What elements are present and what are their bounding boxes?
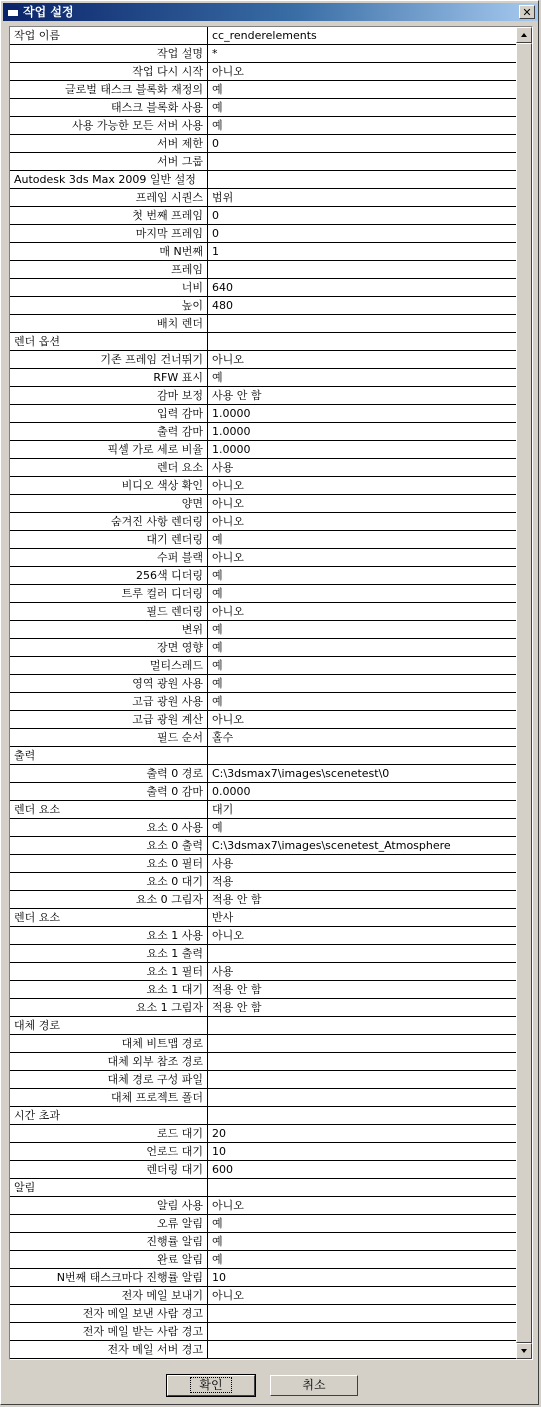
property-value[interactable] [208,747,516,764]
property-label: 감마 보정 [10,387,208,404]
property-row[interactable] [10,729,516,747]
property-row[interactable] [10,1269,516,1287]
property-label: 서버 제한 [10,135,208,152]
property-value[interactable]: 예 [212,371,223,384]
property-label: 요소 1 대기 [10,981,208,998]
close-button[interactable]: ✕ [519,5,535,19]
property-label: 필드 렌더링 [10,603,208,620]
property-row[interactable] [10,873,516,891]
property-row[interactable] [10,765,516,783]
property-label: 태스크 블록화 사용 [10,99,208,116]
property-row[interactable] [10,423,516,441]
property-value[interactable]: 사용 안 함 [212,389,262,402]
property-row[interactable] [10,603,516,621]
property-value[interactable]: 0 [212,209,219,222]
property-value[interactable]: 홀수 [212,731,234,744]
property-row[interactable] [10,117,516,135]
property-value[interactable]: 예 [212,1217,223,1230]
property-value[interactable] [208,1341,516,1358]
property-label: 로드 대기 [10,1125,208,1142]
property-row[interactable] [10,1125,516,1143]
property-label: 글로벌 태스크 블록화 재정의 [10,81,208,98]
property-value[interactable]: 예 [212,821,223,834]
property-label: 첫 번째 프레임 [10,207,208,224]
property-label: 요소 1 필터 [10,963,208,980]
property-label: 요소 0 그림자 [10,891,208,908]
property-value[interactable]: 예 [212,101,223,114]
property-value[interactable]: C:\3dsmax7\images\scenetest\0 [212,767,390,780]
property-label: 시간 초과 [10,1107,208,1124]
property-value[interactable]: cc_renderelements [212,29,317,42]
property-row[interactable] [10,405,516,423]
property-row[interactable] [10,63,516,81]
property-row[interactable] [10,999,516,1017]
property-value[interactable]: 0.0000 [212,785,251,798]
property-value[interactable]: 1.0000 [212,425,251,438]
property-value[interactable]: 예 [212,119,223,132]
property-value[interactable]: 480 [212,299,233,312]
property-label: 작업 다시 시작 [10,63,208,80]
property-value[interactable]: 사용 [212,857,234,870]
title-bar[interactable] [3,3,538,21]
property-value[interactable]: 반사 [212,911,234,924]
property-row[interactable] [10,621,516,639]
property-label: 렌더링 대기 [10,1161,208,1178]
property-value[interactable]: 600 [212,1163,233,1176]
property-value[interactable]: 예 [212,641,223,654]
property-row[interactable] [10,81,516,99]
property-label: 전자 메일 받는 사람 경고 [10,1323,208,1340]
property-label: 필드 순서 [10,729,208,746]
property-label: 고급 광원 사용 [10,693,208,710]
property-label: 출력 0 감마 [10,783,208,800]
property-value[interactable]: 예 [212,695,223,708]
property-label: 256색 디더링 [10,567,208,584]
property-value[interactable]: * [212,47,218,60]
property-value[interactable] [208,1071,516,1088]
property-row[interactable] [10,1035,516,1053]
property-label: 작업 설명 [10,45,208,62]
property-row[interactable] [10,1323,516,1341]
property-row[interactable] [10,207,516,225]
property-row[interactable] [10,477,516,495]
property-value[interactable] [208,1323,516,1340]
property-row[interactable] [10,1197,516,1215]
property-rows [10,27,516,1359]
property-row[interactable] [10,819,516,837]
property-row[interactable] [10,495,516,513]
property-label: 대체 경로 구성 파일 [10,1071,208,1088]
property-value[interactable]: 예 [212,569,223,582]
property-label: 요소 0 필터 [10,855,208,872]
property-row[interactable] [10,891,516,909]
property-row[interactable] [10,693,516,711]
section-row[interactable] [10,27,516,45]
section-row[interactable] [10,171,516,189]
section-row[interactable] [10,333,516,351]
property-row[interactable] [10,261,516,279]
property-value[interactable]: 예 [212,1253,223,1266]
property-value[interactable] [208,945,516,962]
property-label: 렌더 요소 [10,801,208,818]
property-value[interactable]: 0 [212,227,219,240]
property-label: 멀티스레드 [10,657,208,674]
property-label: 전자 메일 보내기 [10,1287,208,1304]
property-label: 언로드 대기 [10,1143,208,1160]
property-value[interactable]: 예 [212,659,223,672]
property-row[interactable] [10,225,516,243]
property-label: 진행률 알림 [10,1233,208,1250]
property-row[interactable] [10,585,516,603]
property-value[interactable] [208,171,516,188]
property-value[interactable]: 640 [212,281,233,294]
property-label: 픽셀 가로 세로 비율 [10,441,208,458]
property-row[interactable] [10,441,516,459]
property-value[interactable]: 대기 [212,803,234,816]
property-value[interactable]: 1 [212,245,219,258]
property-row[interactable] [10,315,516,333]
arrow-down-icon [521,1349,527,1353]
property-row[interactable] [10,549,516,567]
property-label: 출력 [10,747,208,764]
property-label: 마지막 프레임 [10,225,208,242]
property-value[interactable] [208,1305,516,1322]
property-label: 높이 [10,297,208,314]
section-row[interactable] [10,1179,516,1197]
property-value[interactable]: 아니오 [212,497,244,510]
property-value[interactable]: 아니오 [212,353,244,366]
property-value[interactable]: 아니오 [212,1199,244,1212]
property-label: 수퍼 블랙 [10,549,208,566]
property-label: 출력 0 경로 [10,765,208,782]
property-row[interactable] [10,1071,516,1089]
property-value[interactable]: 10 [212,1271,226,1284]
property-label: 비디오 색상 확인 [10,477,208,494]
property-label: 대기 렌더링 [10,531,208,548]
property-label: 작업 이름 [10,27,208,44]
property-value[interactable] [208,1053,516,1070]
property-value[interactable]: 예 [212,533,223,546]
property-value[interactable] [208,1089,516,1106]
window-title: 작업 설정 [23,5,74,19]
ok-button[interactable] [167,1375,255,1396]
property-row[interactable] [10,1161,516,1179]
property-label: 렌더 옵션 [10,333,208,350]
property-row[interactable] [10,855,516,873]
property-row[interactable] [10,369,516,387]
property-value[interactable]: 예 [212,623,223,636]
property-row[interactable] [10,351,516,369]
section-row[interactable] [10,1107,516,1125]
property-row[interactable] [10,945,516,963]
property-label: 대체 프로젝트 폴더 [10,1089,208,1106]
property-label: 배치 렌더 [10,315,208,332]
property-row[interactable] [10,963,516,981]
property-label: 영역 광원 사용 [10,675,208,692]
property-row[interactable] [10,531,516,549]
property-value[interactable]: 0 [212,137,219,150]
scroll-up-button[interactable] [516,27,532,43]
property-row[interactable] [10,927,516,945]
property-value[interactable]: 적용 안 함 [212,893,262,906]
property-label: 요소 1 사용 [10,927,208,944]
scroll-down-button[interactable] [516,1343,532,1359]
property-value[interactable] [208,261,516,278]
window-icon [7,6,19,17]
property-value[interactable]: 예 [212,83,223,96]
scrollbar-thumb[interactable] [516,43,532,1343]
property-label: 입력 감마 [10,405,208,422]
property-label: 숨겨진 사항 렌더링 [10,513,208,530]
property-row[interactable] [10,1287,516,1305]
property-label: 출력 감마 [10,423,208,440]
property-label: 렌더 요소 [10,459,208,476]
property-row[interactable] [10,297,516,315]
property-value[interactable]: 적용 안 함 [212,983,262,996]
property-label: 대체 비트맵 경로 [10,1035,208,1052]
property-row[interactable] [10,981,516,999]
property-row[interactable] [10,45,516,63]
property-row[interactable] [10,279,516,297]
property-value[interactable]: 적용 안 함 [212,1001,262,1014]
property-label: 장면 영향 [10,639,208,656]
section-row[interactable] [10,801,516,819]
property-value[interactable]: 1.0000 [212,407,251,420]
property-value[interactable]: C:\3dsmax7\images\scenetest_Atmosphere [212,839,451,852]
property-row[interactable] [10,135,516,153]
property-row[interactable] [10,639,516,657]
property-label: 알림 [10,1179,208,1196]
property-row[interactable] [10,189,516,207]
property-row[interactable] [10,153,516,171]
property-value[interactable] [208,333,516,350]
cancel-button[interactable]: 취소 [270,1375,358,1396]
property-label: 완료 알림 [10,1251,208,1268]
property-grid [9,26,533,1360]
property-value[interactable]: 예 [212,677,223,690]
property-value[interactable]: 아니오 [212,551,244,564]
property-label: 전자 메일 서버 경고 [10,1341,208,1358]
property-label: 알림 사용 [10,1197,208,1214]
property-row[interactable] [10,243,516,261]
property-value[interactable]: 아니오 [212,65,244,78]
property-value[interactable] [208,1107,516,1124]
property-label: 너비 [10,279,208,296]
property-value[interactable]: 사용 [212,965,234,978]
property-value[interactable] [208,1035,516,1052]
property-row[interactable] [10,657,516,675]
property-label: 매 N번째 [10,243,208,260]
property-label: 기존 프레임 건너뛰기 [10,351,208,368]
property-label: 렌더 요소 [10,909,208,926]
property-row[interactable] [10,837,516,855]
property-label: 사용 가능한 모든 서버 사용 [10,117,208,134]
section-row[interactable] [10,747,516,765]
property-row[interactable] [10,783,516,801]
property-value[interactable]: 범위 [212,191,234,204]
property-label: 프레임 [10,261,208,278]
property-row[interactable] [10,1215,516,1233]
property-row[interactable] [10,1233,516,1251]
property-label: RFW 표시 [10,369,208,386]
property-row[interactable] [10,387,516,405]
property-label: 요소 1 그림자 [10,999,208,1016]
property-value[interactable] [208,153,516,170]
vertical-scrollbar[interactable] [516,27,532,1359]
property-label: 대체 외부 참조 경로 [10,1053,208,1070]
property-label: 고급 광원 계산 [10,711,208,728]
property-row[interactable] [10,99,516,117]
property-label: 양면 [10,495,208,512]
property-value[interactable] [208,1017,516,1034]
property-value[interactable]: 아니오 [212,713,244,726]
property-label: N번째 태스크마다 진행률 알림 [10,1269,208,1286]
property-row[interactable] [10,1053,516,1071]
property-row[interactable] [10,1251,516,1269]
property-label: 대체 경로 [10,1017,208,1034]
property-row[interactable] [10,1305,516,1323]
property-value[interactable]: 1.0000 [212,443,251,456]
property-row[interactable] [10,1143,516,1161]
property-value[interactable] [208,1179,516,1196]
property-row[interactable] [10,1341,516,1359]
property-label: 트루 컬러 디더링 [10,585,208,602]
property-row[interactable] [10,567,516,585]
property-label: 요소 0 사용 [10,819,208,836]
property-value[interactable]: 적용 [212,875,234,888]
section-row[interactable] [10,1017,516,1035]
property-value[interactable]: 예 [212,587,223,600]
property-value[interactable]: 아니오 [212,515,244,528]
property-label: 요소 1 출력 [10,945,208,962]
property-label: 전자 메일 보낸 사람 경고 [10,1305,208,1322]
arrow-up-icon [521,33,527,37]
property-value[interactable]: 사용 [212,461,234,474]
section-row[interactable] [10,909,516,927]
property-value[interactable]: 예 [212,1235,223,1248]
property-row[interactable] [10,1089,516,1107]
property-label: 변위 [10,621,208,638]
property-value[interactable]: 아니오 [212,929,244,942]
property-value[interactable]: 20 [212,1127,226,1140]
property-label: 요소 0 대기 [10,873,208,890]
property-value[interactable]: 아니오 [212,479,244,492]
property-label: 오류 알림 [10,1215,208,1232]
property-row[interactable] [10,675,516,693]
property-label: Autodesk 3ds Max 2009 일반 설정 [10,171,208,188]
property-row[interactable] [10,513,516,531]
property-label: 요소 0 출력 [10,837,208,854]
property-value[interactable] [208,315,516,332]
property-value[interactable]: 10 [212,1145,226,1158]
property-value[interactable]: 아니오 [212,1289,244,1302]
property-label: 서버 그룹 [10,153,208,170]
property-row[interactable] [10,459,516,477]
property-row[interactable] [10,711,516,729]
ok-button-label: 확인 [190,1377,231,1393]
property-label: 프레임 시퀀스 [10,189,208,206]
property-value[interactable]: 아니오 [212,605,244,618]
